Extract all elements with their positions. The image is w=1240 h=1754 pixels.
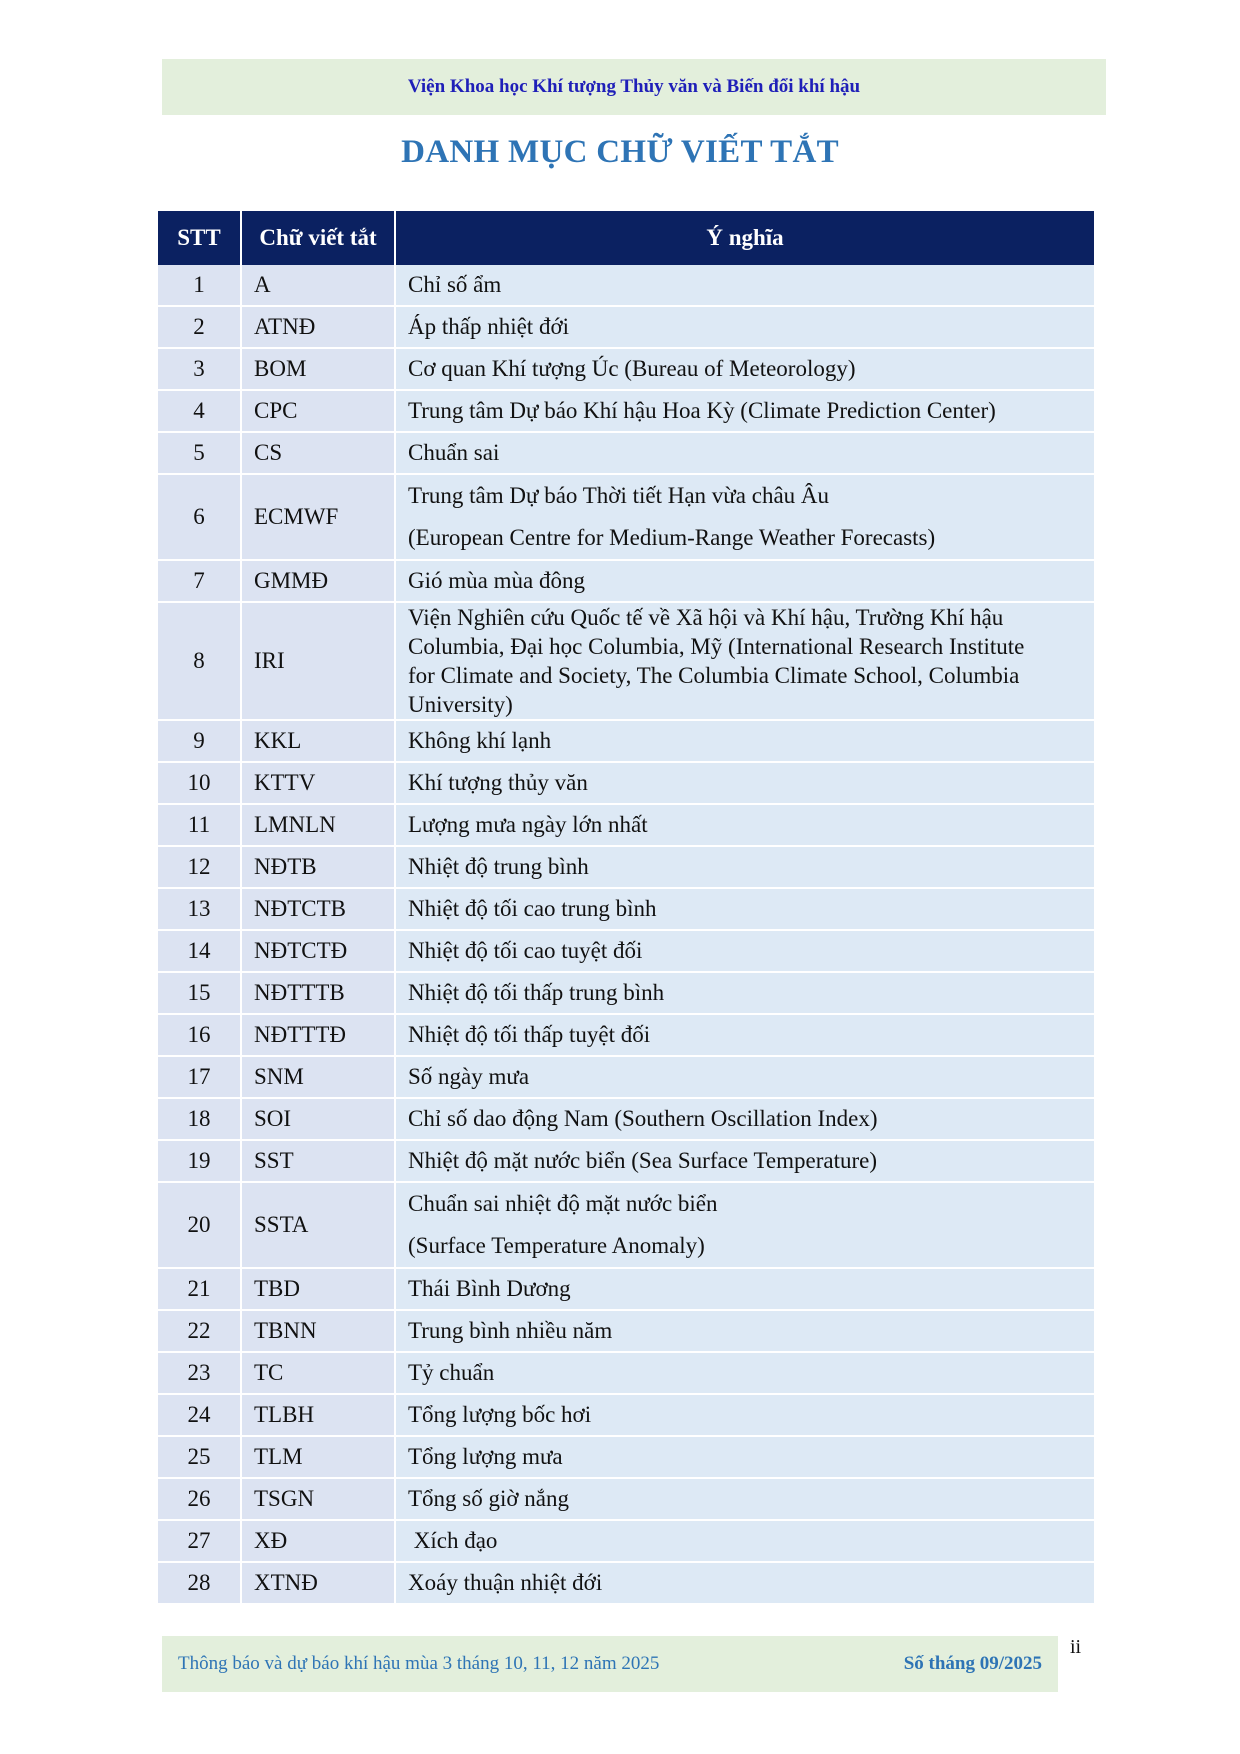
institute-name: Viện Khoa học Khí tượng Thủy văn và Biến đổi khí hậu [407,76,861,97]
abbreviation: TLBH [241,1394,395,1436]
row-number: 27 [158,1520,241,1562]
abbreviation: NĐTTTĐ [241,1014,395,1056]
meaning-line: Tổng lượng bốc hơi [408,1402,592,1427]
meaning-line: Trung tâm Dự báo Khí hậu Hoa Kỳ (Climate Prediction Center) [408,398,996,423]
meaning-line: Gió mùa mùa đông [408,568,585,593]
meaning [395,1352,1094,1394]
meaning-line: Xoáy thuận nhiệt đới [408,1570,603,1595]
footer-band [162,1636,1058,1692]
meaning-line: Viện Nghiên cứu Quốc tế về Xã hội và Khí hậu, Trường Khí hậu [408,605,1004,630]
row-number: 6 [158,474,241,560]
abbreviation: GMMĐ [241,560,395,602]
row-number: 18 [158,1098,241,1140]
row-number: 10 [158,762,241,804]
table-row [158,1310,1094,1352]
meaning-line: Thái Bình Dương [408,1276,571,1301]
table-row [158,432,1094,474]
footer-bulletin-title: Thông báo và dự báo khí hậu mùa 3 tháng 10, 11, 12 năm 2025 [178,1653,660,1674]
column-header-stt: STT [158,211,241,265]
meaning-line: Trung bình nhiều năm [408,1318,613,1343]
meaning [395,1436,1094,1478]
table-row [158,972,1094,1014]
meaning-line: Nhiệt độ tối thấp tuyệt đối [408,1022,651,1047]
abbreviation: LMNLN [241,804,395,846]
row-number: 15 [158,972,241,1014]
meaning-line: Tổng lượng mưa [408,1444,563,1469]
meaning-line: (European Centre for Medium-Range Weather Forecasts) [408,525,936,550]
row-number: 14 [158,930,241,972]
meaning-line: Không khí lạnh [408,728,552,753]
abbreviation: TBD [241,1268,395,1310]
row-number: 9 [158,720,241,762]
meaning-line: Tổng số giờ nắng [408,1486,570,1511]
meaning [395,1310,1094,1352]
abbreviation: XTNĐ [241,1562,395,1604]
row-number: 7 [158,560,241,602]
row-number: 8 [158,602,241,720]
meaning-line: Nhiệt độ mặt nước biển (Sea Surface Temperature) [408,1148,877,1173]
row-number: 23 [158,1352,241,1394]
meaning-line: Chuẩn sai nhiệt độ mặt nước biển [408,1191,718,1216]
table-row [158,390,1094,432]
meaning-line: Nhiệt độ tối cao trung bình [408,896,657,921]
abbreviation: CPC [241,390,395,432]
table-row [158,1056,1094,1098]
row-number: 11 [158,804,241,846]
row-number: 3 [158,348,241,390]
meaning [395,265,1094,306]
abbreviation: TBNN [241,1310,395,1352]
meaning [395,1056,1094,1098]
column-header-meaning: Ý nghĩa [395,211,1094,265]
abbreviation: A [241,265,395,306]
meaning-line: Nhiệt độ tối thấp trung bình [408,980,665,1005]
abbreviation: NĐTTTB [241,972,395,1014]
row-number: 16 [158,1014,241,1056]
table-row [158,720,1094,762]
table-row [158,846,1094,888]
footer-issue: Số tháng 09/2025 [903,1653,1042,1674]
meaning-line: (Surface Temperature Anomaly) [408,1233,705,1258]
meaning [395,560,1094,602]
table-row [158,888,1094,930]
meaning-line: Áp thấp nhiệt đới [408,314,569,339]
abbreviation: NĐTCTĐ [241,930,395,972]
abbreviation: TSGN [241,1478,395,1520]
abbreviation: KKL [241,720,395,762]
header-band [162,59,1106,115]
abbreviation: XĐ [241,1520,395,1562]
meaning-line: Cơ quan Khí tượng Úc (Bureau of Meteorology) [408,356,856,381]
meaning-line: Tỷ chuẩn [408,1360,495,1385]
table-row [158,1436,1094,1478]
row-number: 12 [158,846,241,888]
table-row [158,306,1094,348]
meaning [395,888,1094,930]
table-row [158,474,1094,560]
abbreviation: NĐTB [241,846,395,888]
abbreviation-table [158,211,1094,1605]
table-row [158,1562,1094,1604]
meaning [395,1520,1094,1562]
row-number: 28 [158,1562,241,1604]
table-row [158,804,1094,846]
meaning [395,762,1094,804]
abbreviation: TC [241,1352,395,1394]
meaning [395,930,1094,972]
table-row [158,1520,1094,1562]
meaning [395,972,1094,1014]
row-number: 25 [158,1436,241,1478]
table-header-row [158,211,1094,265]
meaning [395,306,1094,348]
table-row [158,930,1094,972]
meaning [395,602,1094,720]
abbreviation: ECMWF [241,474,395,560]
abbreviation: ATNĐ [241,306,395,348]
meaning [395,1014,1094,1056]
meaning [395,1478,1094,1520]
meaning [395,348,1094,390]
table-row [158,265,1094,306]
row-number: 24 [158,1394,241,1436]
table-row [158,1394,1094,1436]
meaning [395,720,1094,762]
meaning [395,474,1094,560]
table-row [158,348,1094,390]
row-number: 19 [158,1140,241,1182]
table-row [158,1268,1094,1310]
row-number: 20 [158,1182,241,1268]
meaning-line: Nhiệt độ tối cao tuyệt đối [408,938,643,963]
table-row [158,560,1094,602]
meaning-line: Xích đạo [408,1528,498,1553]
meaning [395,1140,1094,1182]
row-number: 1 [158,265,241,306]
meaning-line: Chỉ số dao động Nam (Southern Oscillation Index) [408,1106,878,1131]
meaning-line: Columbia, Đại học Columbia, Mỹ (International Research Institute [408,634,1025,659]
table-row [158,1014,1094,1056]
meaning-line: Nhiệt độ trung bình [408,854,589,879]
abbreviation: SOI [241,1098,395,1140]
row-number: 21 [158,1268,241,1310]
table-row [158,1182,1094,1268]
abbreviation: KTTV [241,762,395,804]
abbreviation: NĐTCTB [241,888,395,930]
row-number: 26 [158,1478,241,1520]
meaning [395,846,1094,888]
page-number: ii [1070,1636,1082,1658]
meaning [395,1562,1094,1604]
row-number: 22 [158,1310,241,1352]
abbreviation: BOM [241,348,395,390]
abbreviation: IRI [241,602,395,720]
meaning [395,1098,1094,1140]
table-row [158,602,1094,720]
table-row [158,1352,1094,1394]
row-number: 2 [158,306,241,348]
meaning [395,1394,1094,1436]
table-row [158,1140,1094,1182]
meaning-line: Số ngày mưa [408,1064,530,1089]
row-number: 17 [158,1056,241,1098]
row-number: 4 [158,390,241,432]
abbreviation: TLM [241,1436,395,1478]
meaning-line: Trung tâm Dự báo Thời tiết Hạn vừa châu Âu [408,483,830,508]
table-body [158,265,1094,1604]
abbreviation: SNM [241,1056,395,1098]
meaning-line: Khí tượng thủy văn [408,770,588,795]
meaning-line: for Climate and Society, The Columbia Climate School, Columbia [408,663,1020,688]
column-header-abbreviation: Chữ viết tắt [241,211,395,265]
meaning [395,390,1094,432]
meaning-line: Chỉ số ẩm [408,272,502,297]
page-title: DANH MỤC CHỮ VIẾT TẮT [401,134,839,170]
abbreviation: SST [241,1140,395,1182]
table-row [158,1098,1094,1140]
table-row [158,1478,1094,1520]
meaning-line: Lượng mưa ngày lớn nhất [408,812,648,837]
meaning-line: University) [408,692,513,717]
table-row [158,762,1094,804]
meaning [395,432,1094,474]
meaning [395,1182,1094,1268]
row-number: 5 [158,432,241,474]
abbreviation: CS [241,432,395,474]
meaning [395,804,1094,846]
meaning-line: Chuẩn sai [408,440,500,465]
abbreviation: SSTA [241,1182,395,1268]
meaning [395,1268,1094,1310]
row-number: 13 [158,888,241,930]
